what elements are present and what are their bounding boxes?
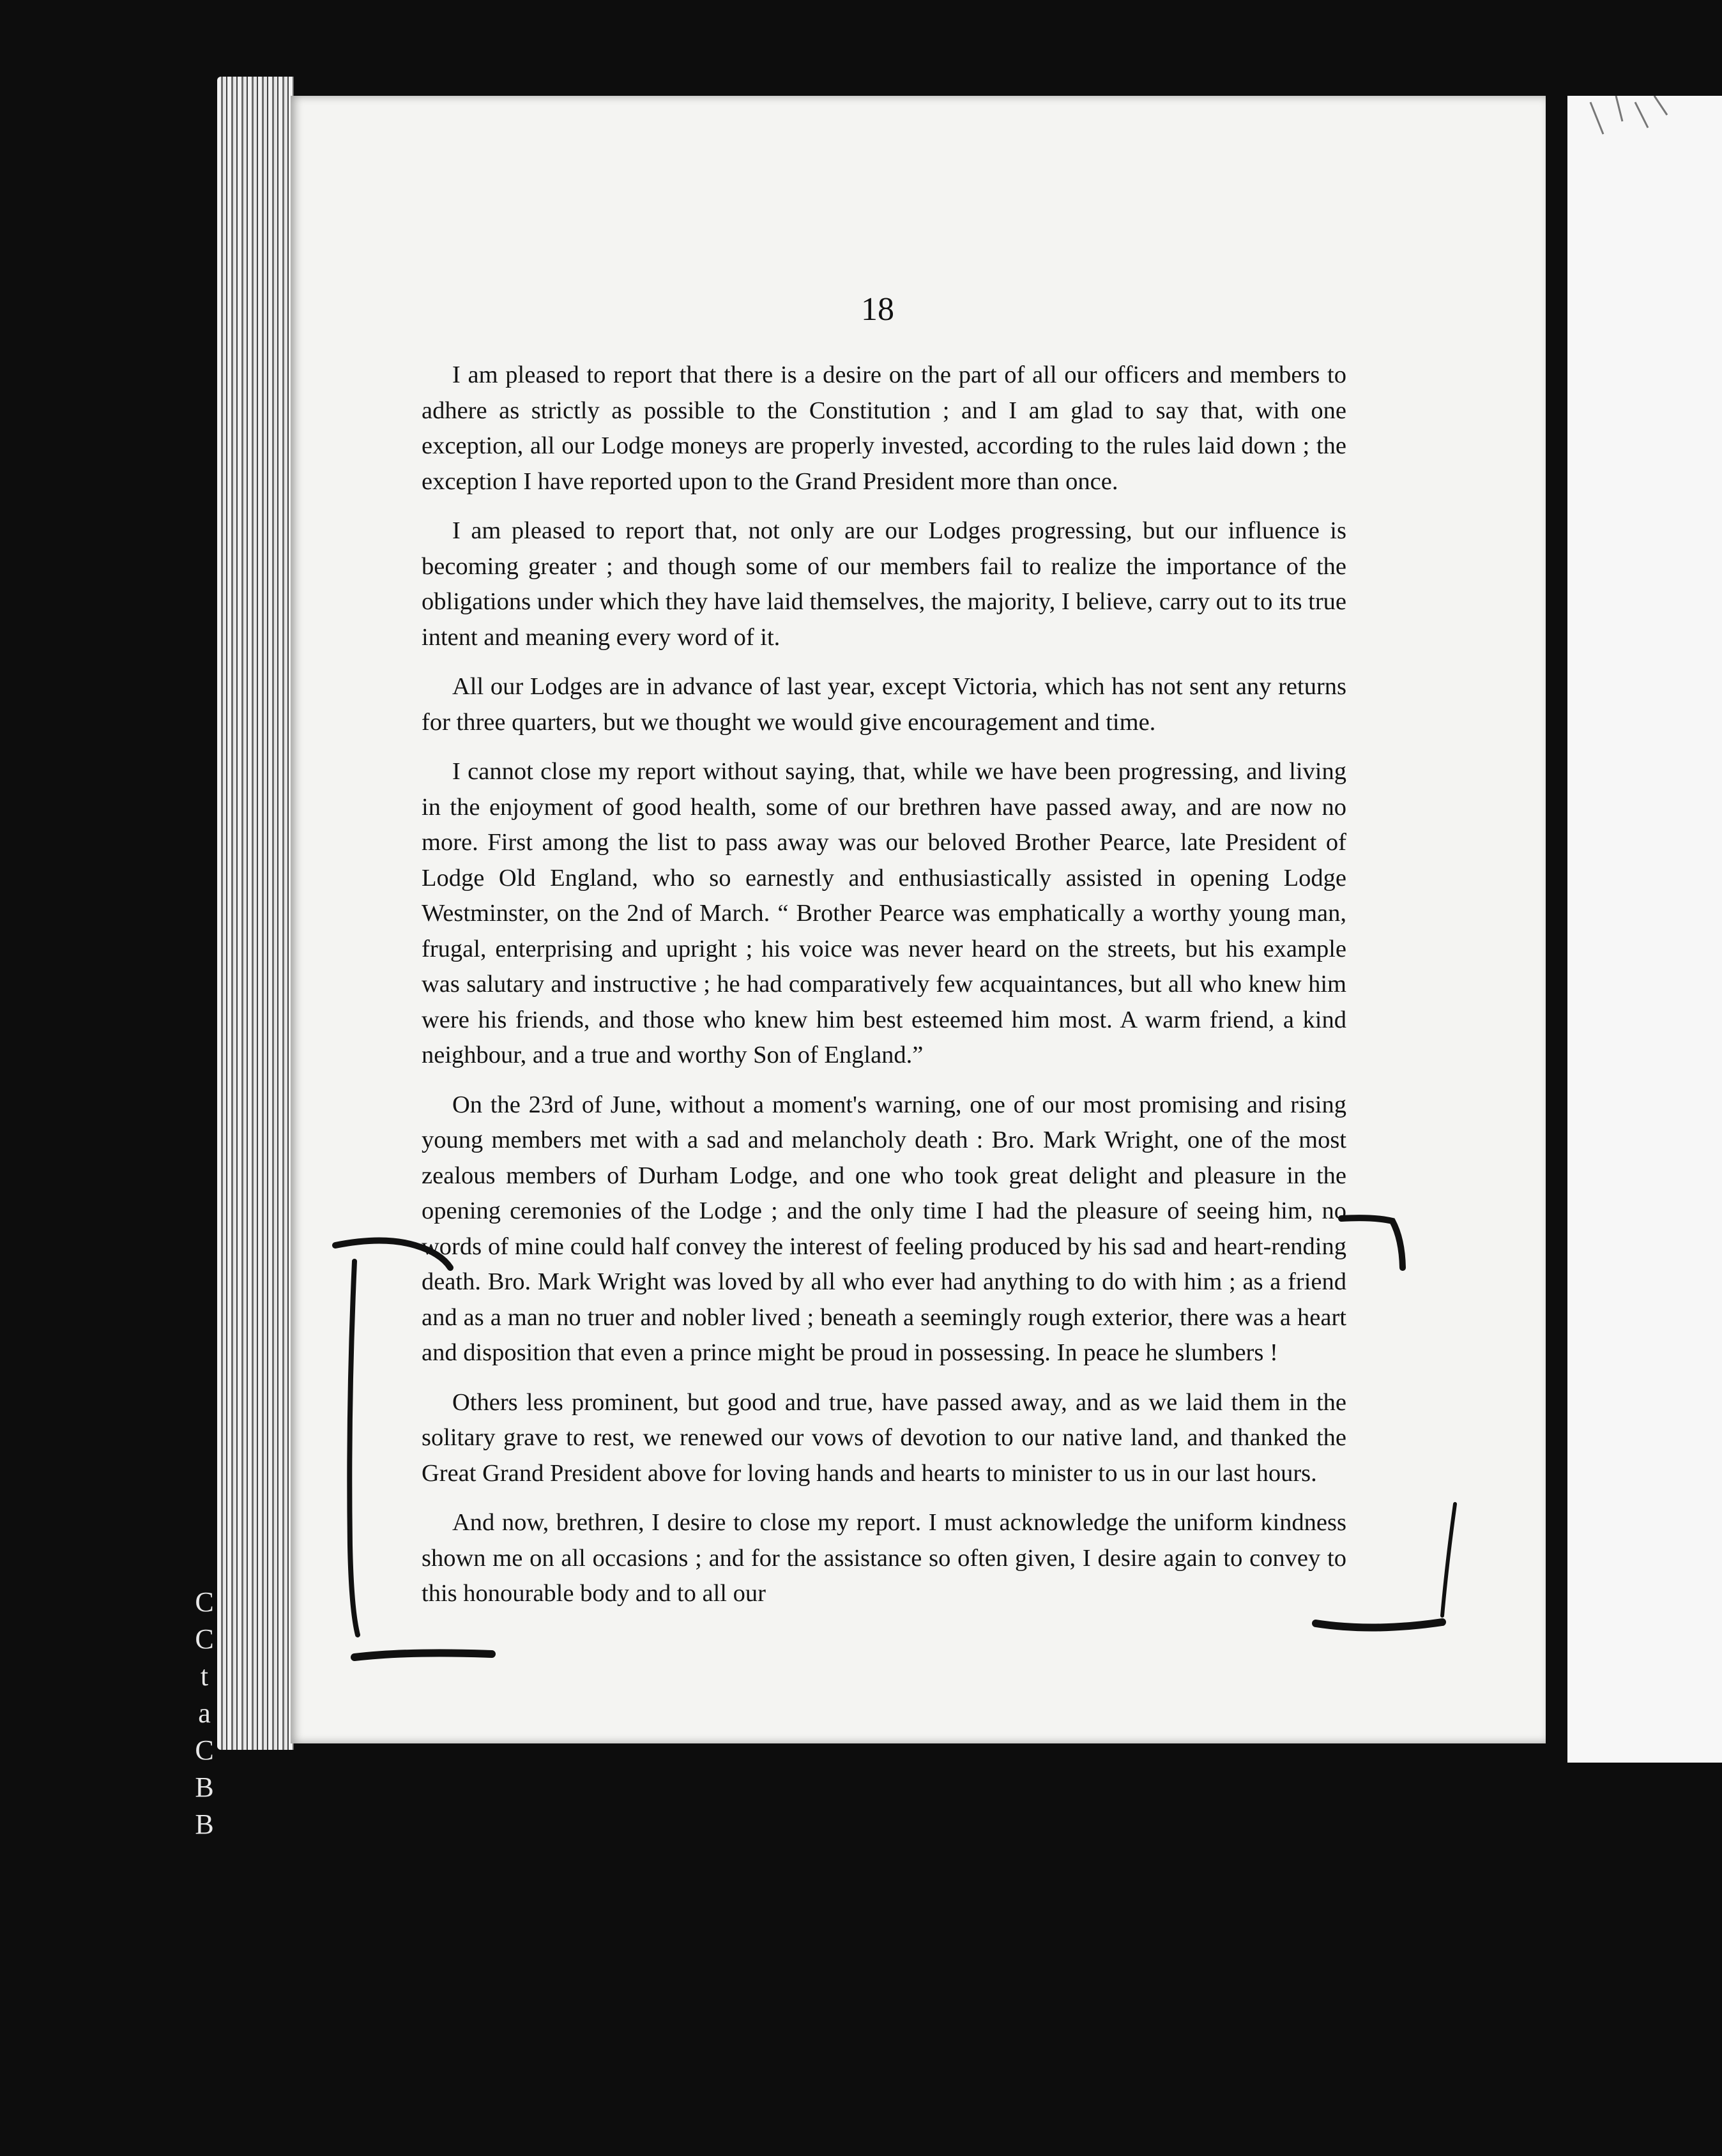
body-text	[422, 358, 1346, 1626]
page-number: 18	[861, 291, 894, 328]
paragraph: I am pleased to report that, not only are our Lodges progressing, but our influence is becoming greater ; and though some of our members fail to realize the importance of the obligations under which they have laid themselves, the majority, I believe, carry out to its true intent and meaning every word of it.	[422, 517, 1346, 651]
paragraph: Others less prominent, but good and true, have passed away, and as we laid them in the solitary grave to rest, we renewed our vows of devotion to our native land, and thanked the Great Grand President above for loving hands and hearts to minister to us in our last hours.	[422, 1388, 1346, 1487]
paragraph: And now, brethren, I desire to close my report. I must acknowledge the uniform kindness shown me on all occasions ; and for the assistance so often given, I desire again to convey to this honourable body and to all our	[422, 1509, 1346, 1607]
facing-page-marks	[1578, 96, 1705, 236]
paragraph: I cannot close my report without saying, that, while we have been progressing, and living in the enjoyment of good health, some of our brethren have passed away, and are now no more. First among the list to pass away was our beloved Brother Pearce, late President of Lodge Old England, who so earnestly and enthusiastically assisted in opening Lodge Westminster, on the 2nd of March. “ Brother Pearce was emphatically a worthy young man, frugal, enterprising and upright ; his voice was never heard on the streets, but his example was salutary and instructive ; he had comparatively few acquaintances, but all who knew him were his friends, and those who knew him best esteemed him most. A warm friend, a kind neighbour, and a true and worthy Son of England.”	[422, 758, 1346, 1068]
paragraph: All our Lodges are in advance of last year, except Victoria, which has not sent any returns for three quarters, but we thought we would give encouragement and time.	[422, 673, 1346, 736]
margin-letter: B	[195, 1772, 214, 1803]
margin-letter: C	[195, 1735, 214, 1766]
margin-letters	[192, 1584, 217, 1843]
facing-page-edge	[1558, 96, 1722, 1763]
paragraph: On the 23rd of June, without a moment's warning, one of our most promising and rising young members met with a sad and melancholy death : Bro. Mark Wright, one of the most zealous members of Durham Lodge, and one who took great delight and pleasure in the opening ceremonies of the Lodge ; and the only time I had the pleasure of seeing him, no words of mine could half convey the interest of feeling produced by his sad and heart-rending death. Bro. Mark Wright was loved by all who ever had anything to do with him ; as a friend and as a man no truer and nobler lived ; beneath a seemingly rough exterior, there was a heart and disposition that even a prince might be proud in possessing. In peace he slumbers !	[422, 1091, 1346, 1366]
margin-letter: C	[195, 1623, 214, 1655]
paragraph: I am pleased to report that there is a desire on the part of all our officers and members to adhere as strictly as possible to the Constitution ; and I am glad to say that, with one exception, all our Lodge moneys are properly invested, according to the rules laid down ; the exception I have reported upon to the Grand President more than once.	[422, 361, 1346, 495]
margin-letter: C	[195, 1586, 214, 1618]
margin-letter: B	[195, 1809, 214, 1840]
margin-letter: a	[198, 1697, 211, 1729]
page-edges	[217, 77, 294, 1750]
margin-letter: t	[200, 1660, 209, 1692]
